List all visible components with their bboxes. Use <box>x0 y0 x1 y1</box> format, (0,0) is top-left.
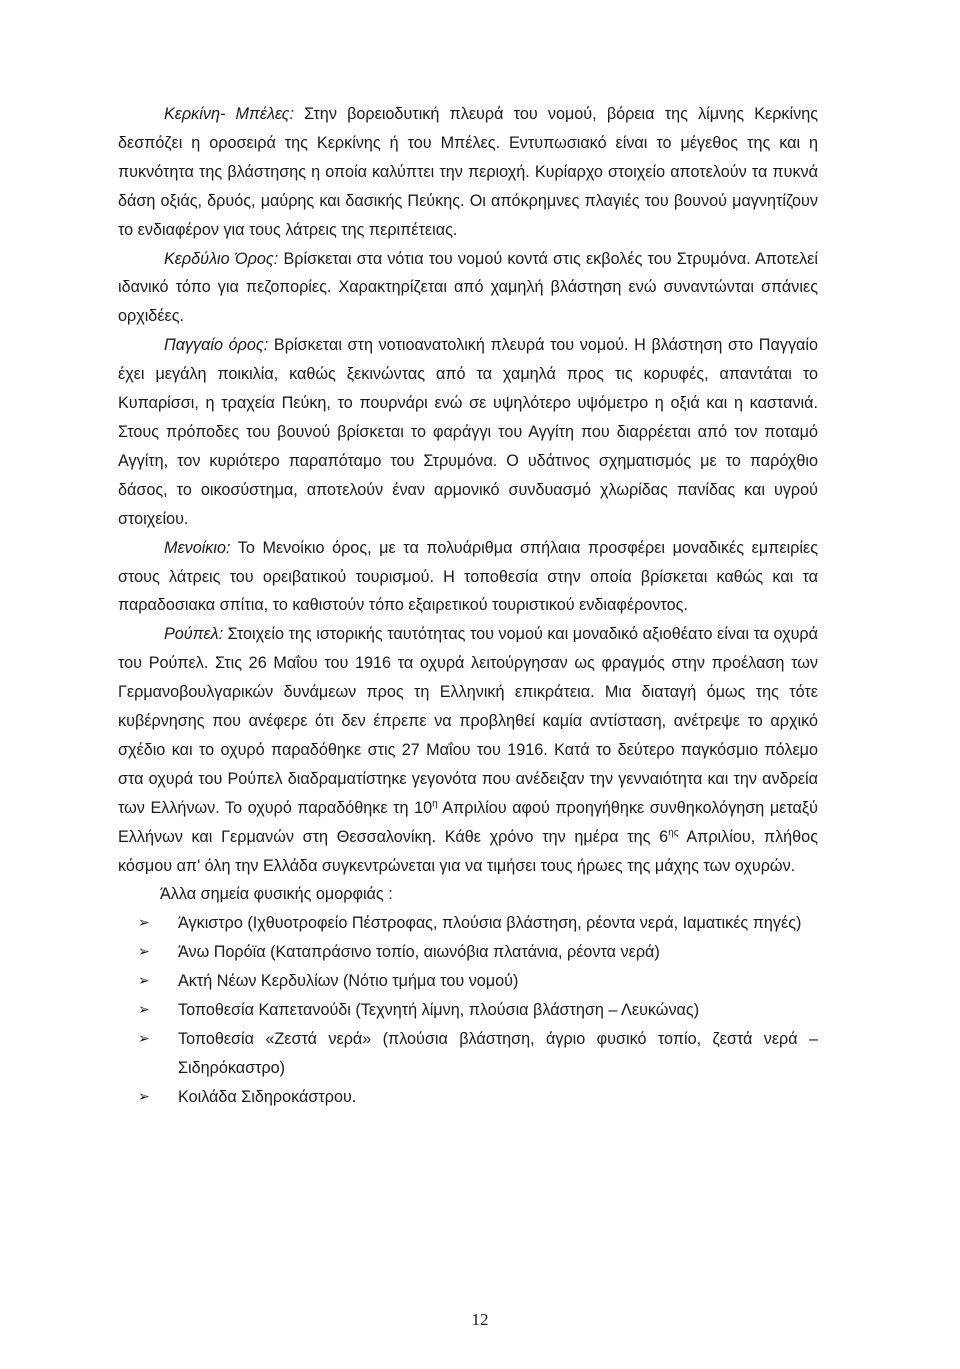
paragraph-lead: Ρούπελ: <box>164 625 224 644</box>
paragraph-text: Απριλίου, πλήθος κόσμου απ' όλη την Ελλάδα συγκεντρώνεται για να τιμήσει τους ήρωες της μάχης των οχυρών. <box>118 827 818 875</box>
paragraph-menoikio <box>118 534 818 621</box>
arrowhead-bullet-icon: ➢ <box>138 944 150 961</box>
paragraph-text: Βρίσκεται στη νοτιοανατολική πλευρά του νομού. Η βλάστηση στο Παγγαίο έχει μεγάλη ποικιλία, καθώς ξεκινώντας από τα χαμηλά προς τις κορυφές, απαντάται το Κυπαρίσσι, η τραχεία Πεύκη, το πουρνάρι ενώ σε υψηλότερο υψόμετρο η οξιά και η καστανιά. Στους πρόποδες του βουνού βρίσκεται το φαράγγι του Αγγίτη που διαρρέεται από τον ποταμό Αγγίτη, τον κυριότερο παραπόταμο του Στρυμόνα. Ο υδάτινος σχηματισμός με το παρόχθιο δάσος, το οικοσύστημα, αποτελούν έναν αρμονικό συνδυασμό χλωρίδας πανίδας και υγρού στοιχείου. <box>118 336 818 528</box>
list-item-text: Άγκιστρο (Ιχθυοτροφείο Πέστροφας, πλούσια βλάστηση, ρέοντα νερά, Ιαματικές πηγές) <box>178 914 802 933</box>
ordinal-suffix: ης <box>668 827 679 839</box>
paragraph-rupel <box>118 620 818 880</box>
list-item <box>118 1083 818 1112</box>
ordinal-suffix: η <box>432 798 438 810</box>
list-item-text: Τοποθεσία «Ζεστά νερά» (πλούσια βλάστηση, άγριο φυσικό τοπίο, ζεστά νερά – Σιδηρόκαστρο) <box>178 1030 818 1077</box>
paragraph-kerdylio <box>118 245 818 332</box>
body-text <box>118 100 818 1112</box>
list-item <box>118 967 818 996</box>
paragraph-lead: Παγγαίο όρος: <box>164 336 269 355</box>
page-number: 12 <box>471 1310 489 1329</box>
list-item <box>118 1025 818 1083</box>
list-item <box>118 909 818 938</box>
list-item-text: Κοιλάδα Σιδηροκάστρου. <box>178 1087 357 1106</box>
paragraph-text: Το Μενοίκιο όρος, με τα πολυάριθμα σπήλαια προσφέρει μοναδικές εμπειρίες στους λάτρεις του ορειβατικού τουρισμού. Η τοποθεσία στην οποία βρίσκεται καθώς και τα παραδοσιακα σπίτια, το καθιστούν τόπο εξαιρετικού τουριστικού ενδιαφέροντος. <box>118 538 818 615</box>
paragraph-lead: Κερκίνη- Μπέλες: <box>164 105 294 123</box>
list-item-text: Τοποθεσία Καπετανούδι (Τεχνητή λίμνη, πλούσια βλάστηση – Λευκώνας) <box>178 1001 700 1020</box>
other-points-list <box>118 909 818 1111</box>
list-item-text: Άνω Πορόϊα (Καταπράσινο τοπίο, αιωνόβια πλατάνια, ρέοντα νερά) <box>178 943 660 962</box>
arrowhead-bullet-icon: ➢ <box>138 1031 150 1047</box>
paragraph-text: Απριλίου αφού προηγήθηκε συνθηκολόγηση μεταξύ Ελλήνων και Γερμανών στη Θεσσαλονίκη. Κάθε χρόνο την ημέρα της 6 <box>118 798 819 846</box>
arrowhead-bullet-icon: ➢ <box>138 915 150 932</box>
arrowhead-bullet-icon: ➢ <box>138 973 150 990</box>
list-item-text: Ακτή Νέων Κερδυλίων (Νότιο τμήμα του νομού) <box>178 972 519 991</box>
paragraph-lead: Μενοίκιο: <box>164 538 231 557</box>
list-item <box>118 996 818 1025</box>
paragraph-text: Βρίσκεται στα νότια του νομού κοντά στις εκβολές του Στρυμόνα. Αποτελεί ιδανικό τόπο για πεζοπορίες. Χαρακτηρίζεται από χαμηλή βλάστηση ενώ συναντώνται σπάνιες ορχιδέες. <box>118 249 818 326</box>
paragraph-lead: Κερδύλιο Όρος: <box>164 249 279 268</box>
list-item <box>118 938 818 967</box>
arrowhead-bullet-icon: ➢ <box>138 1088 150 1105</box>
paragraph-kerkini <box>118 100 818 245</box>
other-points-intro: Άλλα σημεία φυσικής ομορφιάς : <box>160 885 393 904</box>
arrowhead-bullet-icon: ➢ <box>138 1002 150 1019</box>
paragraph-paggaio <box>118 331 818 533</box>
paragraph-text: Στοιχείο της ιστορικής ταυτότητας του νομού και μοναδικό αξιοθέατο είναι τα οχυρά του Ρούπελ. Στις 26 Μαΐου του 1916 τα οχυρά λειτούργησαν ως φραγμός στην προέλαση των Γερμανοβουλγαρικών δυνάμεων προς τη Ελληνική επικράτεια. Μια διαταγή όμως της τότε κυβέρνησης που ανέφερε ότι δεν έπρεπε να προβληθεί καμία αντίσταση, ανέτρεψε το αρχικό σχέδιο και το οχυρό παραδόθηκε στις 27 Μαΐου του 1916. Κατά το δεύτερο παγκόσμιο πόλεμο στα οχυρά του Ρούπελ διαδραματίστηκε γεγονότα που ανέδειξαν την γενναιότητα και την ανδρεία των Ελλήνων. Το οχυρό παραδόθηκε τη 10 <box>118 625 818 817</box>
paragraph-text: Στην βορειοδυτική πλευρά του νομού, βόρεια της λίμνης Κερκίνης δεσπόζει η οροσειρά της Κερκίνης ή του Μπέλες. Εντυπωσιακό είναι το μέγεθος της και η πυκνότητα της βλάστησης η οποία καλύπτει την περιοχή. Κυρίαρχο στοιχείο αποτελούν τα πυκνά δάση οξιάς, δρυός, μαύρης και δασικής Πεύκης. Οι απόκρημνες πλαγιές του βουνού μαγνητίζουν το ενδιαφέρον για τους λάτρεις της περιπέτειας. <box>118 105 818 239</box>
